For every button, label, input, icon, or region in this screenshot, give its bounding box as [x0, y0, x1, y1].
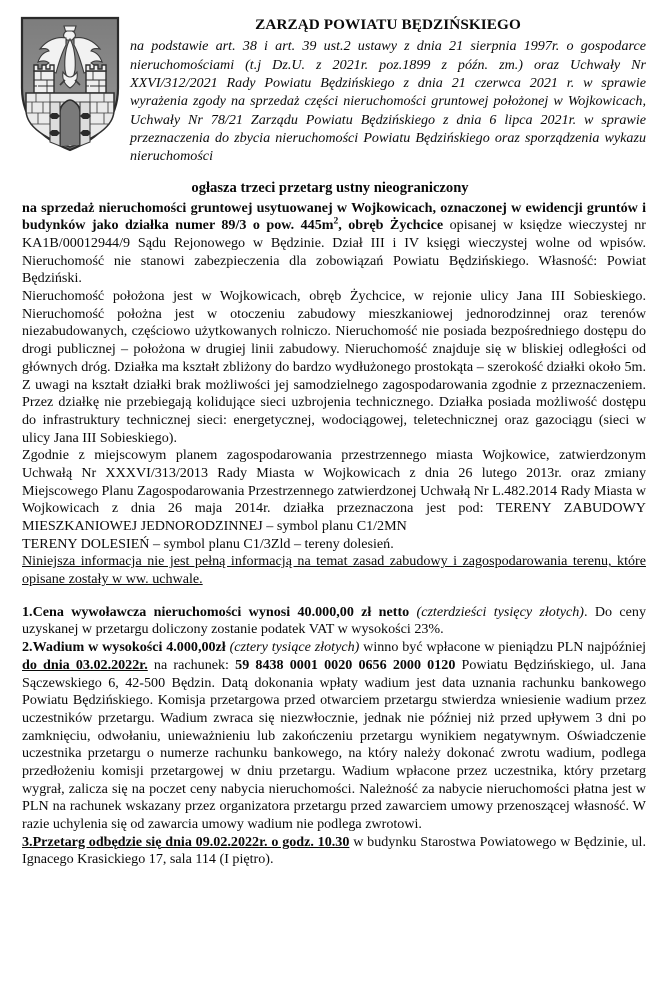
item-2-tail: Powiatu Będzińskiego, ul. Jana Sączewskiego 6, 42-500 Będzin. Datą dokonania wpłaty wadium jest data uznania rachunku bankowego Powiatu Będzińskiego. Komisja przetargowa przed otwarciem przetargu stwierdza wniesienie wadium przez uczestników przetargu. Wadium zwraca się niezwłocznie, jednak nie później niż przed upływem 3 dni po zamknięciu, odwołaniu, unieważnieniu lub zakończeniu przetargu wynikiem negatywnym. Oświadczenie uczestnika przetargu o numerze rachunku bankowego, na który należy dokonać zwrotu wadium, podlega przedłożeniu komisji przetargowej w dniu przetargu. Wadium wpłacone przez uczestnika, który przetarg wygrał, zalicza się na poczet ceny nabycia nieruchomości. Należność za nabycie nieruchomości płatna jest w PLN na rachunek wskazany przez organizatora przetargu przed zawarciem umowy przenoszącej własność. W razie uchylenia się od zawarcia umowy wadium nie podlega zwrotowi. — [22, 656, 647, 833]
item-2-mid-2: na rachunek: — [147, 656, 236, 673]
spacer — [22, 589, 646, 604]
lead-rest: opisanej w księdze wieczystej nr KA1B/00012944/9 Sądu Rejonowego w Będzinie. Dział III i IV księgi wieczystej wolne od wpisów. Nieruchomość nie stanowi zabezpieczenia dla zobowiązań Powiatu Będzińskiego. Własność: Powiat Będziński. — [22, 217, 647, 287]
page-title: ZARZĄD POWIATU BĘDZIŃSKIEGO — [255, 16, 521, 33]
item-2-bank-account-number: 59 8438 0001 0020 0656 2000 0120 — [235, 656, 456, 673]
item-2-deposit — [22, 639, 646, 834]
item-2-amount-words: (cztery tysiące złotych) — [229, 639, 360, 656]
document-header — [0, 0, 660, 166]
item-1-bold-lead: 1.Cena wywoławcza nieruchomości wynosi 40.000,00 zł netto — [22, 603, 410, 620]
document-body — [0, 200, 660, 869]
item-3-auction-date — [22, 834, 646, 869]
lead-bold-part-2: , obręb Żychcice — [338, 217, 444, 234]
legal-preamble: na podstawie art. 38 i art. 39 ust.2 ustawy z dnia 21 sierpnia 1997r. o gospodarce nieruchomościami (t.j Dz.U. z 2021r. poz.1899 z późn. zm.) oraz Uchwały Nr XXVI/312/2021 Rady Powiatu Będzińskiego z dnia 21 czerwca 2021 r. w sprawie wyrażenia zgody na sprzedaż części nieruchomości gruntowej położonej w Wojkowicach, Uchwały Nr 78/21 Zarządu Powiatu Będzińskiego z dnia 6 lipca 2021r. w sprawie przeznaczenia do zbycia nieruchomości Powiatu Będzińskiego oraz sporządzenia wykazu nieruchomości — [130, 38, 646, 165]
item-2-mid-1: winno być wpłacone w pieniądzu PLN najpóźniej — [359, 639, 647, 656]
item-1-tail: . Do ceny uzyskanej w przetargu doliczony zostanie podatek VAT w wysokości 23%. — [22, 603, 646, 638]
paragraph-zoning-plan: Zgodnie z miejscowym planem zagospodarowania przestrzennego miasta Wojkowice, zatwierdzonym Uchwałą Nr XXXVI/313/2013 Rady Miasta w Wojkowicach z dnia 26 lutego 2013r. oraz zmiany Miejscowego Planu Zagospodarowania Przestrzennego zatwierdzonej Uchwałą Nr L.482.2014 Rady Miasta w Wojkowicach z dnia 26 maja 2014r. działka przeznaczona jest pod: TERENY ZABUDOWY MIESZKANIOWEJ JEDNORODZINNEJ – symbol planu C1/2MN — [22, 447, 646, 535]
item-3-date-time: 3.Przetarg odbędzie się dnia 09.02.2022r. o godz. 10.30 — [22, 833, 350, 850]
item-3-tail: w budynku Starostwa Powiatowego w Będzinie, ul. Ignacego Krasickiego 17, sala 114 (I piętro). — [22, 833, 646, 868]
item-1-amount-words: (czterdzieści tysięcy złotych) — [409, 603, 585, 620]
header-text-block — [124, 12, 650, 166]
underlined-disclaimer-text: Niniejsza informacja nie jest pełną informacją na temat zasad zabudowy i zagospodarowania terenu, które opisane zostały w ww. uchwale. — [22, 553, 646, 588]
paragraph-location-description: Nieruchomość położona jest w Wojkowicach, obręb Żychcice, w rejonie ulicy Jana III Sobieskiego. Nieruchomość położna jest w otoczeniu zabudowy mieszkaniowej jednorodzinnej oraz terenów niezabudowanych, częściowo użytkowanych rolniczo. Nieruchomość nie posiada bezpośredniego dostępu do drogi publicznej – położona w drugiej linii zabudowy. Nieruchomość znajduje się w bliskiej odległości od głównych dróg. Działka ma kształt zbliżony do bardzo wydłużonego prostokąta – szerokość działki około 5m. Z uwagi na kształt działki brak możliwości jej samodzielnego zagospodarowania zgodnie z przeznaczeniem. Przez działkę nie przebiegają kolidujące sieci uzbrojenia technicznego. Działka posiada możliwość dostępu do infrastruktury technicznej sieci: energetycznej, wodociągowej, teletechnicznej oraz gazociągu (sieci w ulicy Jana III Sobieskiego). — [22, 288, 646, 446]
lead-paragraph — [22, 200, 646, 288]
item-2-bold-lead: 2.Wadium w wysokości 4.000,00zł — [22, 639, 226, 656]
coat-of-arms-icon — [16, 14, 124, 154]
announcement-headline: ogłasza trzeci przetarg ustny nieograniczony — [191, 179, 469, 196]
underlined-disclaimer — [22, 553, 646, 588]
paragraph-plan-symbol-forest: TERENY DOLESIEŃ – symbol planu C1/3Zld – tereny dolesień. — [22, 535, 394, 552]
lead-bold-part-1: na sprzedaż nieruchomości gruntowej usytuowanej w Wojkowicach, oznaczonej w ewidencji gruntów i budynków jako działka numer 89/3 o pow. 445m — [22, 199, 646, 234]
item-2-deadline-date: do dnia 03.02.2022r. — [22, 656, 148, 673]
item-1-price — [22, 604, 646, 639]
area-superscript: 2 — [333, 215, 339, 227]
